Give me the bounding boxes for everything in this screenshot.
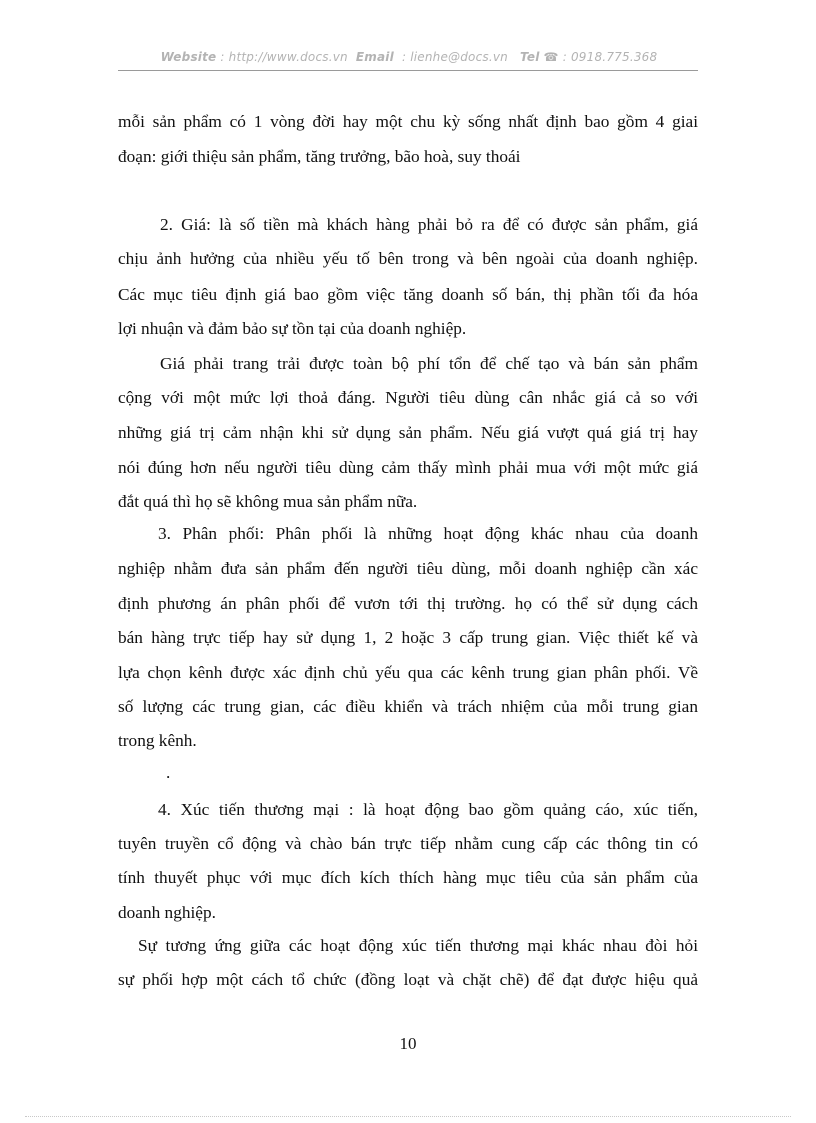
header-divider [118, 70, 698, 71]
text-line: tuyên truyền cổ động và chào bán trực tiếp nhằm cung cấp các thông tin có [118, 834, 698, 853]
text-line: 3. Phân phối: Phân phối là những hoạt động khác nhau của doanh [158, 524, 698, 543]
text-line: nói đúng hơn nếu người tiêu dùng cảm thấy mình phải mua với một mức giá [118, 458, 698, 477]
text-line: đắt quá thì họ sẽ không mua sản phẩm nữa. [118, 492, 418, 511]
page-number: 10 [399, 1034, 417, 1053]
text-line: những giá trị cảm nhận khi sử dụng sản phẩm. Nếu giá vượt quá giá trị hay [118, 423, 698, 442]
email-value[interactable]: : lienhe@docs.vn [401, 50, 508, 64]
website-value[interactable]: : http://www.docs.vn [220, 50, 348, 64]
website-label: Website [160, 50, 217, 64]
text-line: số lượng các trung gian, các điều khiển và trách nhiệm của mỗi trung gian [118, 697, 698, 716]
footer-divider [25, 1116, 791, 1117]
text-line: mỗi sản phẩm có 1 vòng đời hay một chu kỳ sống nhất định bao gồm 4 giai [118, 112, 698, 131]
text-line: trong kênh. [118, 731, 197, 750]
text-line: sự phối hợp một cách tổ chức (đồng loạt và chặt chẽ) để đạt được hiệu quả [118, 970, 698, 989]
text-line: . [166, 763, 171, 782]
text-line: 2. Giá: là số tiền mà khách hàng phải bỏ ra để có được sản phẩm, giá [160, 215, 698, 234]
tel-label: Tel [520, 50, 540, 64]
email-label: Email [355, 50, 394, 64]
text-line: lợi nhuận và đảm bảo sự tồn tại của doanh nghiệp. [118, 319, 467, 338]
page-header [118, 50, 700, 64]
text-line: cộng với một mức lợi thoả đáng. Người tiêu dùng cân nhắc giá cả so với [118, 388, 698, 407]
text-line: bán hàng trực tiếp hay sử dụng 1, 2 hoặc 3 cấp trung gian. Việc thiết kế và [118, 628, 698, 647]
text-line: Sự tương ứng giữa các hoạt động xúc tiến thương mại khác nhau đòi hỏi [138, 936, 698, 955]
text-line: Các mục tiêu định giá bao gồm việc tăng doanh số bán, thị phần tối đa hóa [118, 285, 698, 304]
text-line: đoạn: giới thiệu sản phẩm, tăng trưởng, bão hoà, suy thoái [118, 147, 521, 166]
text-line: lựa chọn kênh được xác định chủ yếu qua các kênh trung gian phân phối. Về [118, 663, 698, 682]
text-line: định phương án phân phối để vươn tới thị trường. họ có thể sử dụng cách [118, 594, 698, 613]
text-line: nghiệp nhằm đưa sản phẩm đến người tiêu dùng, mỗi doanh nghiệp cần xác [118, 559, 698, 578]
tel-value: ☎ : 0918.775.368 [543, 50, 658, 64]
text-line: 4. Xúc tiến thương mại : là hoạt động bao gồm quảng cáo, xúc tiến, [158, 800, 698, 819]
text-line: doanh nghiệp. [118, 903, 216, 922]
text-line: chịu ảnh hưởng của nhiều yếu tố bên trong và bên ngoài của doanh nghiệp. [118, 249, 698, 268]
text-line: tính thuyết phục với mục đích kích thích hàng mục tiêu của sản phẩm của [118, 868, 698, 887]
text-line: Giá phải trang trải được toàn bộ phí tổn để chế tạo và bán sản phẩm [160, 354, 698, 373]
